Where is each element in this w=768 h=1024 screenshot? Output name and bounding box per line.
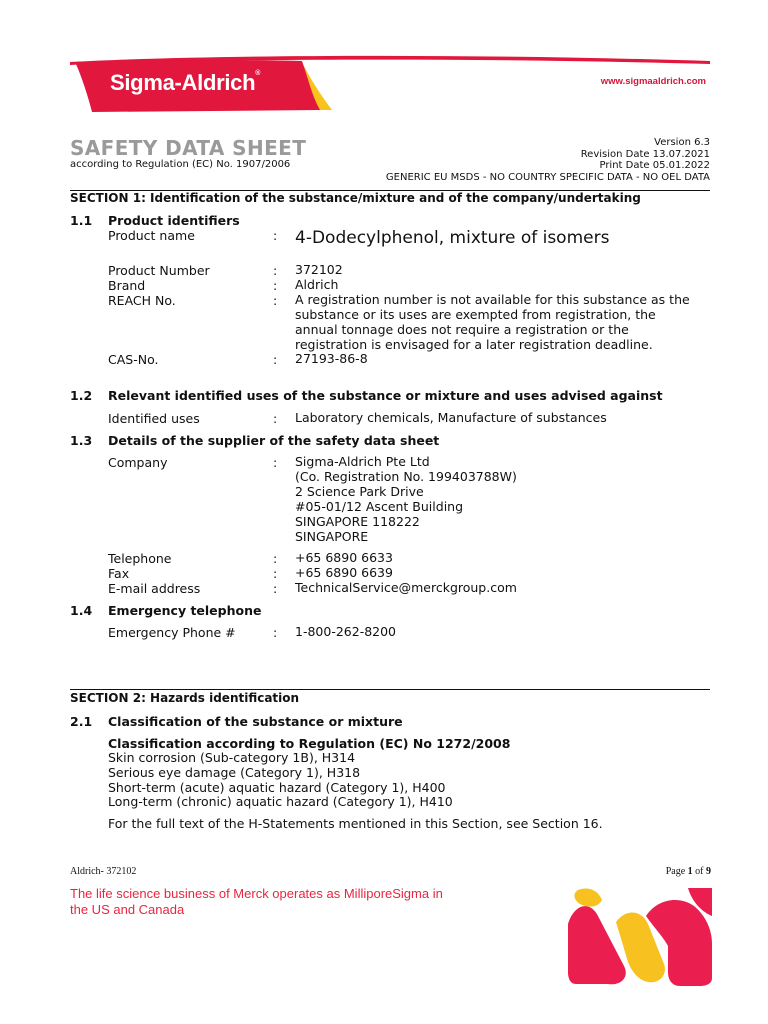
print-date: Print Date 05.01.2022 <box>599 160 710 171</box>
product-name: 4-Dodecylphenol, mixture of isomers <box>295 228 610 248</box>
hazard-line: Long-term (chronic) aquatic hazard (Category 1), H410 <box>108 794 453 809</box>
section-number: 1.1 <box>70 213 93 228</box>
cas-label: CAS-No. <box>108 352 159 367</box>
generic-note: GENERIC EU MSDS - NO COUNTRY SPECIFIC DATA - NO OEL DATA <box>385 172 710 183</box>
fax-label: Fax <box>108 566 130 581</box>
regulation-subtitle: according to Regulation (EC) No. 1907/2006 <box>70 159 291 170</box>
product-number: 372102 <box>295 262 343 277</box>
email-label: E-mail address <box>108 581 201 596</box>
product-number-label: Product Number <box>108 263 210 278</box>
merck-notice: The life science business of Merck operates as MilliporeSigma in the US and Canada <box>70 886 443 917</box>
colon: : <box>273 455 278 470</box>
product-identifiers-heading: Product identifiers <box>108 213 240 228</box>
section-number: 2.1 <box>70 714 93 729</box>
emergency-heading: Emergency telephone <box>108 603 262 618</box>
document-reference: Aldrich- 372102 <box>70 866 137 877</box>
reach-line: registration is envisaged for a later registration deadline. <box>295 337 653 352</box>
telephone[interactable]: +65 6890 6633 <box>295 550 393 565</box>
version: Version 6.3 <box>654 137 710 148</box>
email-link[interactable]: TechnicalService@merckgroup.com <box>295 580 517 595</box>
company-line: 2 Science Park Drive <box>295 484 424 499</box>
colon: : <box>273 352 278 367</box>
identified-uses: Laboratory chemicals, Manufacture of substances <box>295 410 607 425</box>
sigma-aldrich-logo: Sigma-Aldrich® <box>110 70 261 95</box>
section-number: 1.3 <box>70 433 93 448</box>
product-name-label: Product name <box>108 228 195 243</box>
company-line: #05-01/12 Ascent Building <box>295 499 464 514</box>
reach-label: REACH No. <box>108 293 176 308</box>
hazard-line: Serious eye damage (Category 1), H318 <box>108 765 361 780</box>
revision-date: Revision Date 13.07.2021 <box>580 149 710 160</box>
hazard-line: Skin corrosion (Sub-category 1B), H314 <box>108 750 356 765</box>
reach-line: annual tonnage does not require a registration or the <box>295 322 629 337</box>
company-line: SINGAPORE <box>295 529 369 544</box>
section-1-heading: SECTION 1: Identification of the substance/mixture and of the company/undertaking <box>70 191 641 205</box>
section-2-heading: SECTION 2: Hazards identification <box>70 691 300 705</box>
identified-uses-heading: Relevant identified uses of the substance or mixture and uses advised against <box>108 388 663 403</box>
company-label: Company <box>108 455 168 470</box>
h-statements-note: For the full text of the H-Statements mentioned in this Section, see Section 16. <box>108 816 603 831</box>
section-divider <box>70 689 710 690</box>
company-line: (Co. Registration No. 199403788W) <box>295 469 517 484</box>
colon: : <box>273 263 278 278</box>
colon: : <box>273 228 278 243</box>
brand-value: Aldrich <box>295 277 339 292</box>
colon: : <box>273 581 278 596</box>
section-number: 1.2 <box>70 388 93 403</box>
company-line: SINGAPORE 118222 <box>295 514 420 529</box>
colon: : <box>273 566 278 581</box>
hazard-line: Short-term (acute) aquatic hazard (Category 1), H400 <box>108 780 446 795</box>
identified-uses-label: Identified uses <box>108 411 200 426</box>
emergency-phone[interactable]: 1-800-262-8200 <box>295 624 397 639</box>
classification-heading: Classification of the substance or mixture <box>108 714 403 729</box>
website-url[interactable]: www.sigmaaldrich.com <box>600 76 706 87</box>
cas-number: 27193-86-8 <box>295 351 368 366</box>
classification-subheading: Classification according to Regulation (EC) No 1272/2008 <box>108 736 511 751</box>
brand-label: Brand <box>108 278 146 293</box>
colon: : <box>273 411 278 426</box>
section-number: 1.4 <box>70 603 93 618</box>
emergency-phone-label: Emergency Phone # <box>108 625 236 640</box>
page-indicator: Page 1 of 9 <box>665 866 711 877</box>
supplier-heading: Details of the supplier of the safety data sheet <box>108 433 440 448</box>
telephone-label: Telephone <box>108 551 172 566</box>
page-title: SAFETY DATA SHEET <box>70 136 307 160</box>
merck-logo-icon <box>568 886 712 986</box>
fax: +65 6890 6639 <box>295 565 393 580</box>
reach-line: substance or its uses are exempted from registration, the <box>295 307 656 322</box>
company-line: Sigma-Aldrich Pte Ltd <box>295 454 430 469</box>
colon: : <box>273 278 278 293</box>
colon: : <box>273 625 278 640</box>
colon: : <box>273 293 278 308</box>
colon: : <box>273 551 278 566</box>
reach-line: A registration number is not available for this substance as the <box>295 292 690 307</box>
